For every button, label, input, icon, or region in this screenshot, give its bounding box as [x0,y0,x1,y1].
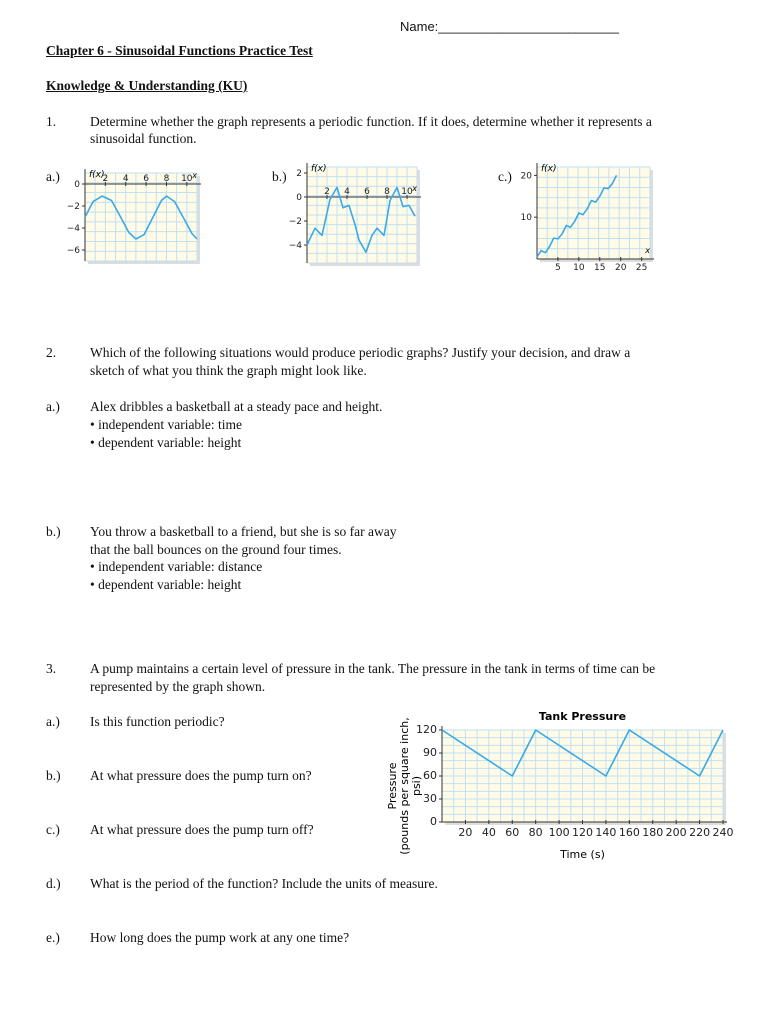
chart-title: Tank Pressure [538,710,627,723]
x-axis-label: x [192,171,197,180]
y-tick-label: 120 [416,723,437,736]
x-tick-label: 160 [618,826,640,839]
q3b-label: b.) [46,768,61,783]
x-tick-label: 120 [572,826,593,839]
q1b-label: b.) [272,169,287,184]
q3d-label: d.) [46,876,61,891]
x-tick-label: 180 [642,826,664,839]
q3b-text: At what pressure does the pump turn on? [90,768,312,783]
x-tick-label: 10 [573,263,585,273]
x-tick-label: 220 [689,826,711,839]
graph-a [60,165,210,270]
q2b-bullet-2: • dependent variable: height [90,577,242,592]
q3e-text: How long does the pump work at any one time? [90,930,350,945]
q3-text-2: represented by the graph shown. [90,679,266,694]
q3d-text: What is the period of the function? Include the units of measure. [90,876,438,891]
x-tick-label: 5 [555,263,561,273]
y-tick-label: −6 [66,246,80,256]
x-tick-label: 40 [481,826,496,839]
q2a-label: a.) [46,399,60,414]
page-title: Chapter 6 - Sinusoidal Functions Practice Test [46,43,313,58]
q3e-label: e.) [46,930,60,945]
y-tick-label: 2 [296,169,302,179]
x-tick-label: 60 [505,826,520,839]
x-axis-label: x [645,246,650,255]
x-tick-label: 4 [344,187,350,197]
x-tick-label: 240 [712,826,734,839]
q3c-label: c.) [46,822,60,837]
x-axis-label: Time (s) [560,848,605,861]
y-axis-label: f(x) [311,164,327,174]
y-tick-label: 20 [520,171,532,182]
y-axis-label-line: psi) [410,775,423,797]
q2a-text: Alex dribbles a basketball at a steady pace and height. [90,399,383,414]
q1-text-2: sinusoidal function. [90,131,197,146]
q2b-text: You throw a basketball to a friend, but she is so far away [90,524,397,539]
y-tick-label: −2 [66,202,80,212]
x-tick-label: 100 [548,826,570,839]
y-tick-label: 90 [423,746,437,759]
plot-area [537,167,650,259]
x-tick-label: 4 [122,174,129,184]
x-tick-label: 10 [181,174,193,184]
y-tick-label: −4 [66,224,80,234]
q3a-text: Is this function periodic? [90,714,225,729]
x-tick-label: 25 [635,263,648,273]
x-tick-label: 15 [594,263,606,273]
y-tick-label: −2 [288,217,302,227]
q1-number: 1. [46,114,57,129]
y-axis-label: f(x) [89,170,105,180]
graph-c [515,162,665,277]
x-tick-label: 140 [595,826,617,839]
q1-text: Determine whether the graph represents a periodic function. If it does, determine whether it represents a [90,114,652,129]
x-tick-label: 10 [401,187,413,197]
q3-number: 3. [46,661,57,676]
y-axis-label: f(x) [541,164,557,174]
x-tick-label: 6 [143,174,149,184]
x-tick-label: 8 [384,187,390,197]
y-axis-label-line: Pressure [386,762,399,810]
q1c-label: c.) [498,169,512,184]
tank-pressure-chart [380,700,745,870]
y-tick-label: 0 [430,815,437,828]
q3-text: A pump maintains a certain level of pressure in the tank. The pressure in the tank in terms of time can be [90,661,656,676]
q2b-label: b.) [46,524,61,539]
y-tick-label: 0 [296,193,302,203]
y-tick-label: 60 [423,769,437,782]
y-axis-label [386,717,423,854]
x-tick-label: 20 [614,263,627,273]
x-tick-label: 2 [102,174,109,184]
q1a-label: a.) [46,169,60,184]
q2a-bullet-1: • independent variable: time [90,417,243,432]
graph-b [285,162,435,267]
x-tick-label: 6 [364,187,370,197]
plot-area [85,173,197,261]
x-tick-label: 8 [163,174,170,184]
x-tick-label: 2 [324,187,330,197]
name-field[interactable]: Name:_________________________ [400,19,620,34]
q2b-text-2: that the ball bounces on the ground four times. [90,542,342,557]
y-tick-label: −4 [288,241,302,251]
x-axis-label: x [412,184,417,193]
q2a-bullet-2: • dependent variable: height [90,435,242,450]
x-tick-label: 20 [458,826,473,839]
section-heading: Knowledge & Understanding (KU) [46,78,248,93]
q2b-bullet-1: • independent variable: distance [90,559,263,574]
q3c-text: At what pressure does the pump turn off? [90,822,314,837]
q3a-label: a.) [46,714,60,729]
q2-text: Which of the following situations would produce periodic graphs? Justify your decision, and draw a [90,345,631,360]
q2-text-2: sketch of what you think the graph might look like. [90,363,367,378]
y-tick-label: 10 [520,213,532,224]
x-tick-label: 80 [528,826,543,839]
y-axis-label-line: (pounds per square inch, [398,717,411,855]
x-tick-label: 200 [665,826,687,839]
y-tick-label: 0 [74,180,80,190]
y-tick-label: 30 [423,792,437,805]
q2-number: 2. [46,345,57,360]
